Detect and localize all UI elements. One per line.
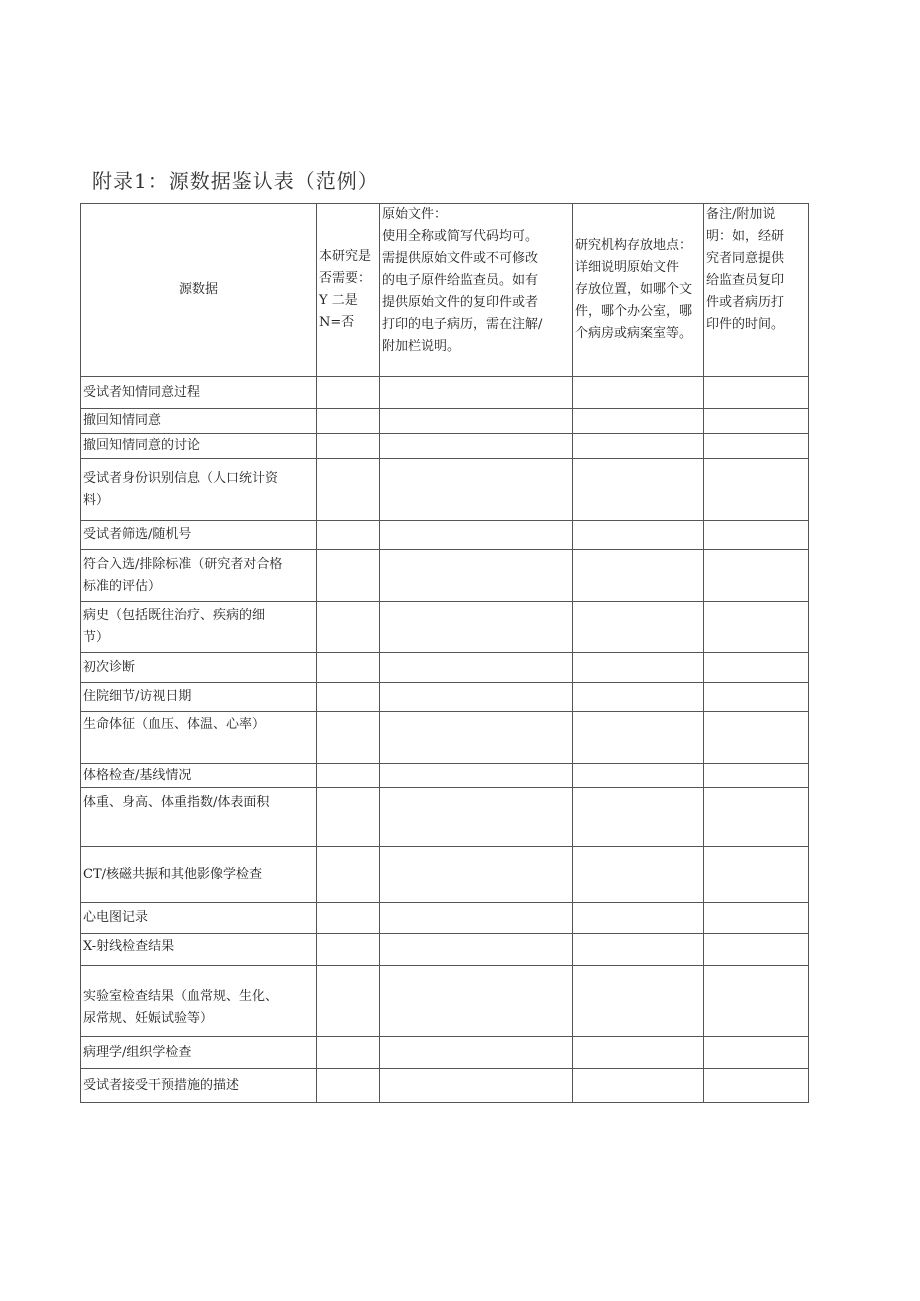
table-row [81,409,809,434]
row-label: 受试者筛选/随机号 [81,521,317,550]
cell-remarks[interactable] [704,602,809,653]
cell-storage-location[interactable] [573,847,704,903]
cell-original-file[interactable] [380,934,573,966]
row-label: 住院细节/访视日期 [81,683,317,712]
table-row [81,459,809,521]
cell-storage-location[interactable] [573,434,704,459]
row-label: 撤回知情同意 [81,409,317,434]
cell-original-file[interactable] [380,966,573,1037]
cell-remarks[interactable] [704,550,809,602]
cell-original-file[interactable] [380,712,573,764]
cell-storage-location[interactable] [573,459,704,521]
cell-original-file[interactable] [380,550,573,602]
cell-required[interactable] [317,377,380,409]
cell-storage-location[interactable] [573,712,704,764]
cell-original-file[interactable] [380,683,573,712]
cell-remarks[interactable] [704,764,809,788]
table-row [81,788,809,847]
header-storage-location: 研究机构存放地点： 详细说明原始文件 存放位置，如哪个文 件，哪个办公室，哪 个病房或病案室等。 [573,204,704,377]
table-row [81,434,809,459]
cell-required[interactable] [317,934,380,966]
cell-storage-location[interactable] [573,1069,704,1103]
cell-required[interactable] [317,764,380,788]
cell-required[interactable] [317,712,380,764]
header-original-file: 原始文件： 使用全称或简写代码均可。 需提供原始文件或不可修改 的电子原件给监查员。如有 提供原始文件的复印件或者 打印的电子病历，需在注解/ 附加栏说明。 [380,204,573,377]
cell-storage-location[interactable] [573,764,704,788]
cell-storage-location[interactable] [573,521,704,550]
cell-original-file[interactable] [380,653,573,683]
cell-required[interactable] [317,683,380,712]
cell-required[interactable] [317,602,380,653]
cell-original-file[interactable] [380,377,573,409]
cell-required[interactable] [317,903,380,934]
cell-storage-location[interactable] [573,409,704,434]
cell-storage-location[interactable] [573,377,704,409]
table-row [81,602,809,653]
cell-original-file[interactable] [380,602,573,653]
row-label: 符合入选/排除标准（研究者对合格 标准的评估） [81,550,317,602]
cell-storage-location[interactable] [573,1037,704,1069]
cell-remarks[interactable] [704,409,809,434]
table-row [81,764,809,788]
cell-original-file[interactable] [380,764,573,788]
header-source-data: 源数据 [81,204,317,377]
cell-storage-location[interactable] [573,653,704,683]
cell-original-file[interactable] [380,788,573,847]
header-required: 本研究是 否需要： Y 二是 N=否 [317,204,380,377]
table-row [81,966,809,1037]
cell-storage-location[interactable] [573,683,704,712]
row-label: 心电图记录 [81,903,317,934]
cell-storage-location[interactable] [573,966,704,1037]
cell-storage-location[interactable] [573,903,704,934]
cell-required[interactable] [317,550,380,602]
cell-original-file[interactable] [380,847,573,903]
cell-required[interactable] [317,1037,380,1069]
cell-original-file[interactable] [380,459,573,521]
cell-storage-location[interactable] [573,934,704,966]
header-remarks: 备注/附加说 明：如，经研 究者同意提供 给监查员复印 件或者病历打 印件的时间。 [704,204,809,377]
row-label: 病理学/组织学检查 [81,1037,317,1069]
cell-original-file[interactable] [380,409,573,434]
table-row [81,1069,809,1103]
cell-original-file[interactable] [380,521,573,550]
row-label: 受试者接受干预措施的描述 [81,1069,317,1103]
cell-remarks[interactable] [704,712,809,764]
row-label: CT/核磁共振和其他影像学检查 [81,847,317,903]
cell-remarks[interactable] [704,434,809,459]
cell-remarks[interactable] [704,788,809,847]
row-label: 初次诊断 [81,653,317,683]
table-row [81,934,809,966]
table-row [81,903,809,934]
cell-required[interactable] [317,653,380,683]
cell-remarks[interactable] [704,683,809,712]
table-row [81,847,809,903]
row-label: 病史（包括既往治疗、疾病的细 节） [81,602,317,653]
cell-required[interactable] [317,847,380,903]
row-label: 实验室检查结果（血常规、生化、 尿常规、妊娠试验等） [81,966,317,1037]
table-row [81,1037,809,1069]
cell-required[interactable] [317,788,380,847]
cell-remarks[interactable] [704,1069,809,1103]
cell-original-file[interactable] [380,1069,573,1103]
cell-remarks[interactable] [704,653,809,683]
cell-remarks[interactable] [704,1037,809,1069]
cell-remarks[interactable] [704,934,809,966]
row-label: 受试者知情同意过程 [81,377,317,409]
table-header-row [81,204,809,377]
source-data-verification-table [80,203,809,1103]
cell-remarks[interactable] [704,377,809,409]
cell-remarks[interactable] [704,903,809,934]
cell-required[interactable] [317,409,380,434]
cell-required[interactable] [317,459,380,521]
table-row [81,377,809,409]
cell-remarks[interactable] [704,459,809,521]
row-label: 受试者身份识别信息（人口统计资 料） [81,459,317,521]
cell-original-file[interactable] [380,1037,573,1069]
table-row [81,521,809,550]
cell-storage-location[interactable] [573,602,704,653]
table-row [81,712,809,764]
row-label: 生命体征（血压、体温、心率） [81,712,317,764]
page-title: 附录1：源数据鉴认表（范例） [92,169,379,193]
cell-required[interactable] [317,521,380,550]
cell-required[interactable] [317,434,380,459]
row-label: 撤回知情同意的讨论 [81,434,317,459]
cell-remarks[interactable] [704,966,809,1037]
table-row [81,683,809,712]
cell-required[interactable] [317,1069,380,1103]
cell-original-file[interactable] [380,434,573,459]
table-row [81,550,809,602]
cell-remarks[interactable] [704,521,809,550]
row-label: X-射线检查结果 [81,934,317,966]
row-label: 体格检查/基线情况 [81,764,317,788]
cell-original-file[interactable] [380,903,573,934]
row-label: 体重、身高、体重指数/体表面积 [81,788,317,847]
cell-required[interactable] [317,966,380,1037]
cell-storage-location[interactable] [573,550,704,602]
cell-storage-location[interactable] [573,788,704,847]
table-row [81,653,809,683]
cell-remarks[interactable] [704,847,809,903]
